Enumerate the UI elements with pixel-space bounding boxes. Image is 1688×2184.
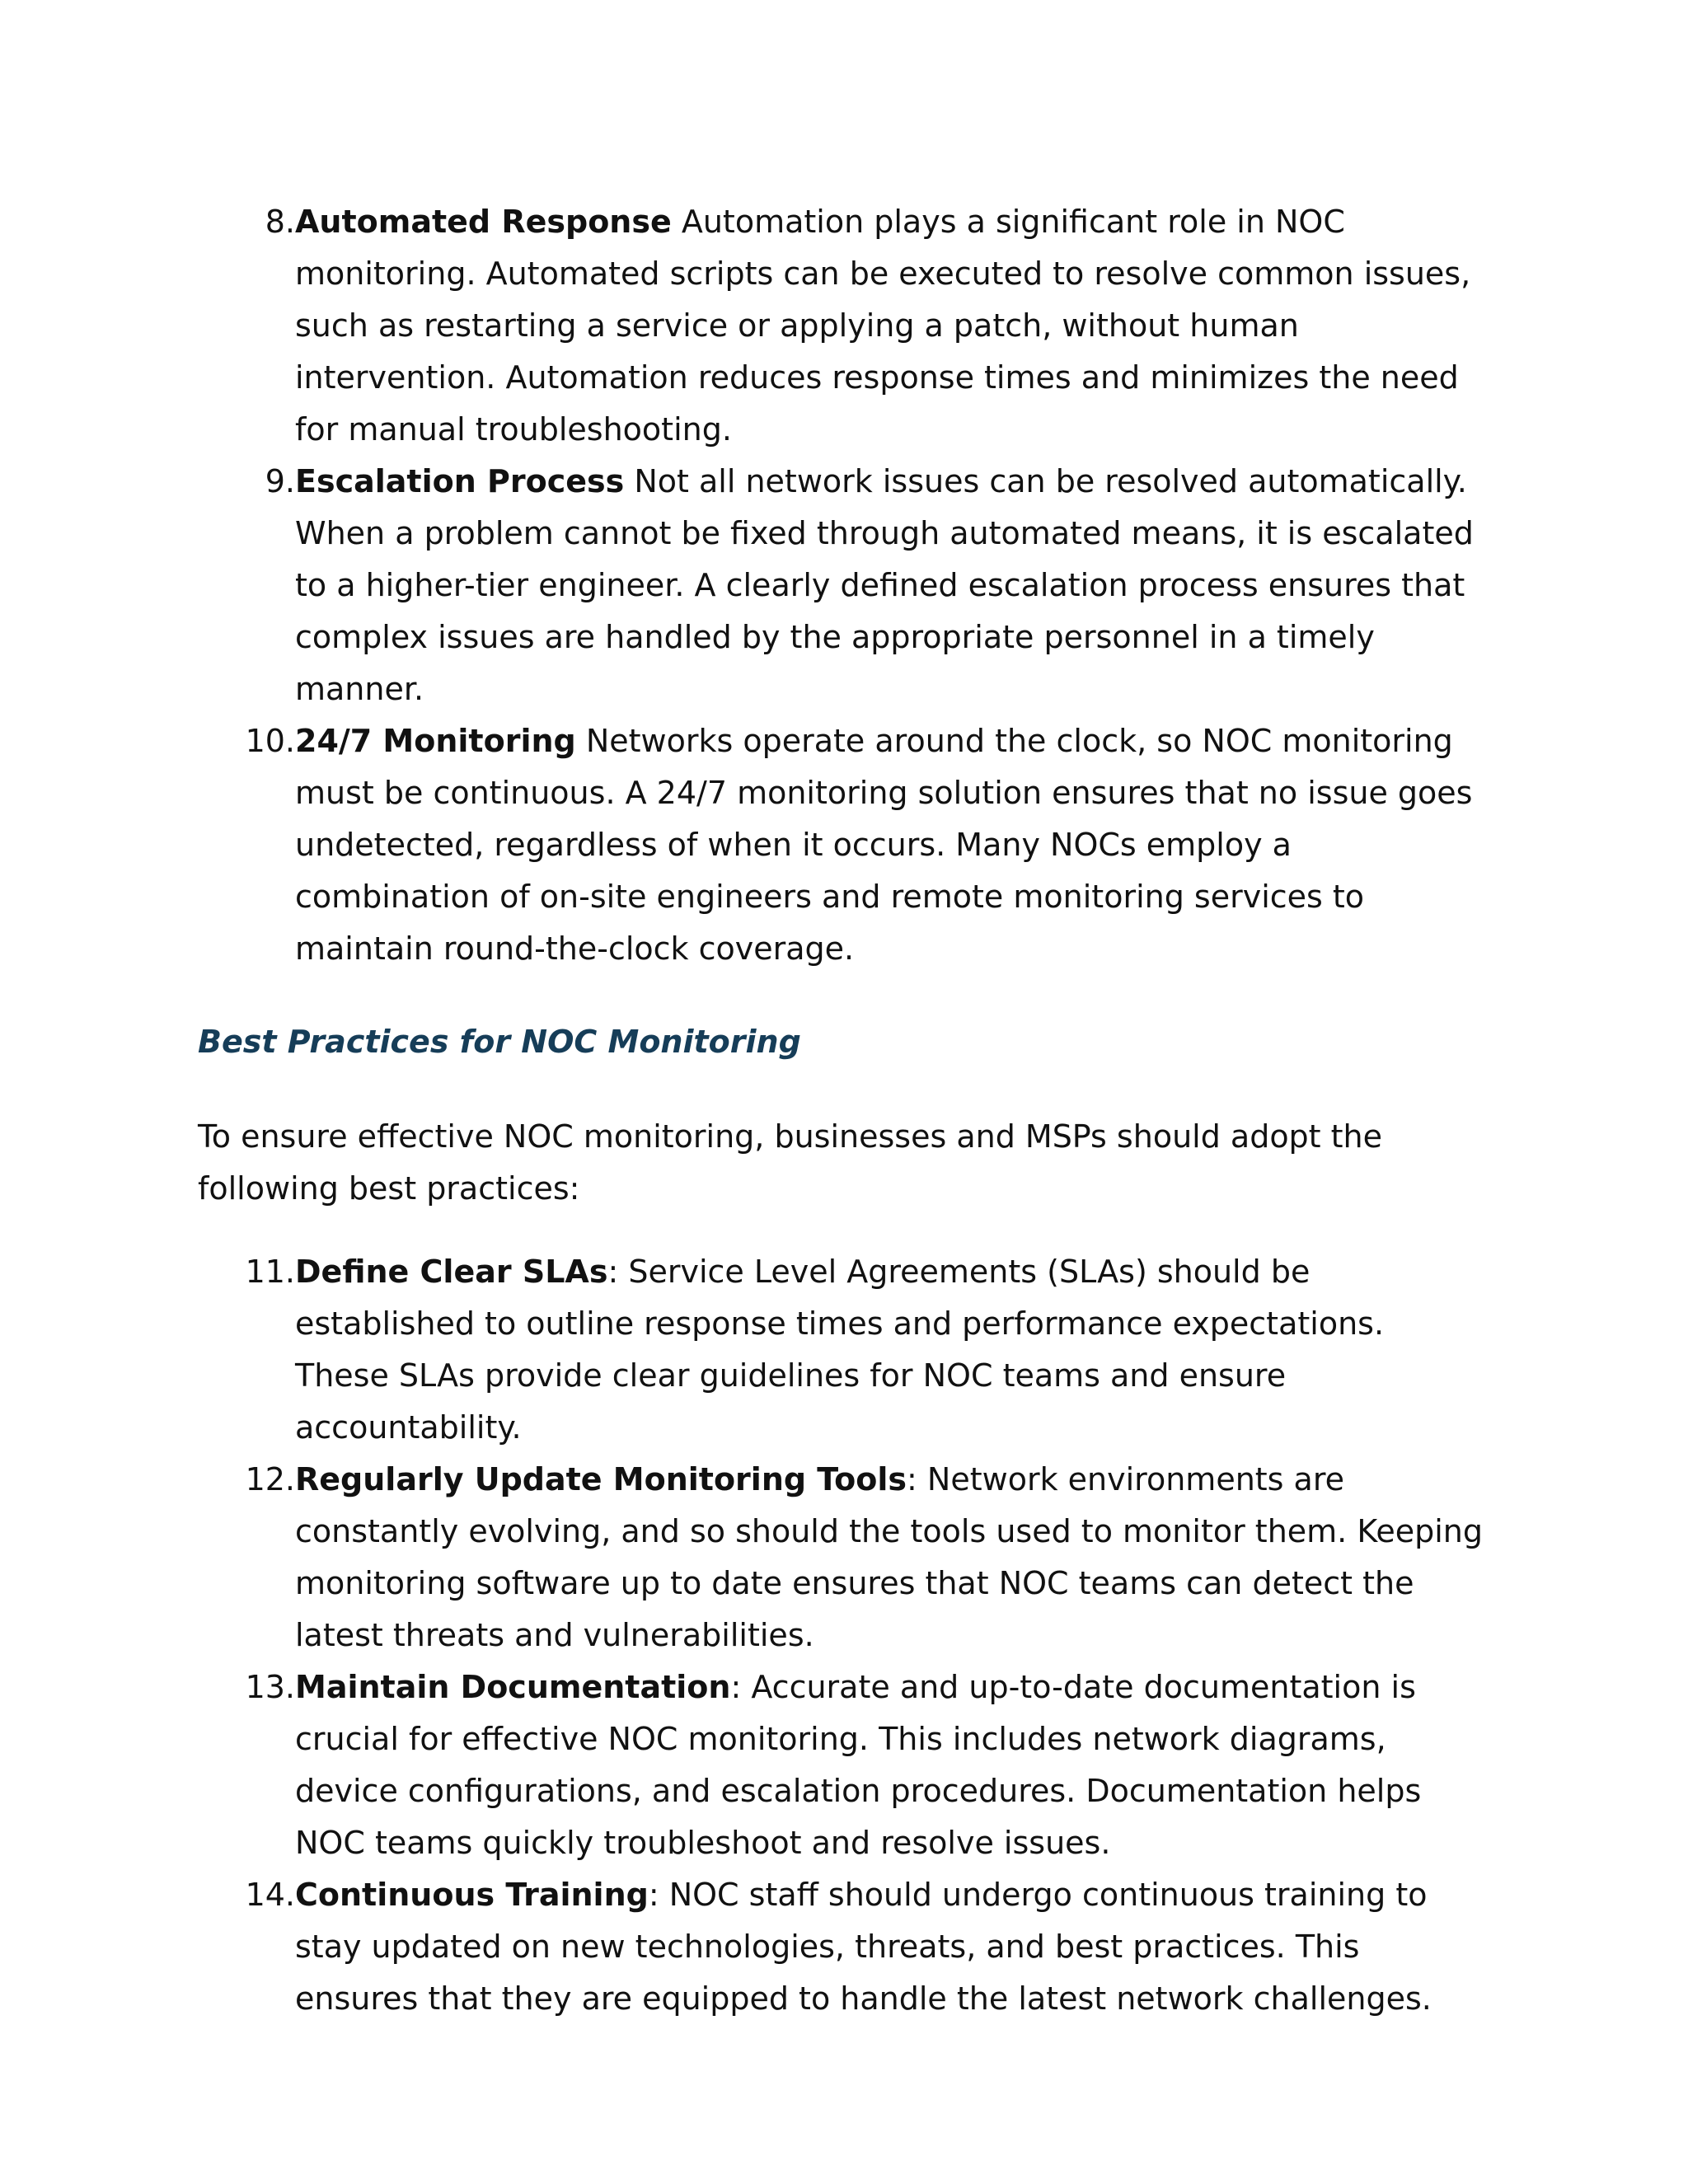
list-item (198, 196, 1484, 456)
list-item-body: : Service Level Agreements (SLAs) should be established to outline response times and performance expectations. These SLAs provide clear guidelines for NOC teams and ensure accountability. (295, 1254, 1385, 1446)
list-item-body: : Network environments are constantly evolving, and so should the tools used to monitor them. Keeping monitoring software up to date ensures that NOC teams can detect the latest threats and vulnerabilities. (295, 1461, 1483, 1653)
list-item-text (295, 1869, 1484, 2025)
list-item (198, 1869, 1484, 2025)
list-item-title: Continuous Training (295, 1877, 649, 1913)
document-content (198, 196, 1484, 2025)
list-number: 8. (265, 204, 295, 240)
list-item-title: Define Clear SLAs (295, 1254, 608, 1290)
list-item-text (295, 456, 1484, 715)
list-item-text (295, 1246, 1484, 1454)
list-item-title: Maintain Documentation (295, 1669, 731, 1705)
list-number: 11. (245, 1254, 295, 1290)
list-item-title: 24/7 Monitoring (295, 723, 576, 759)
list-item-text (295, 196, 1484, 456)
list-item-body: Networks operate around the clock, so NOC monitoring must be continuous. A 24/7 monitoring solution ensures that no issue goes undetected, regardless of when it occurs. Many NOCs employ a combination of on-site engineers and remote monitoring services to maintain round-the-clock coverage. (295, 723, 1473, 967)
list-number: 9. (265, 463, 295, 499)
list-number: 10. (245, 723, 295, 759)
list-item (198, 1246, 1484, 1454)
list-item (198, 1661, 1484, 1869)
numbered-list-best-practices (198, 1246, 1484, 2025)
intro-paragraph: To ensure effective NOC monitoring, businesses and MSPs should adopt the following best practices: (198, 1118, 1383, 1207)
list-item-body: : Accurate and up-to-date documentation is crucial for effective NOC monitoring. This includes network diagrams, device configurations, and escalation procedures. Documentation helps NOC teams quickly troubleshoot and resolve issues. (295, 1669, 1422, 1861)
list-item-text (295, 1661, 1484, 1869)
list-item-title: Escalation Process (295, 463, 625, 499)
list-number: 14. (245, 1877, 295, 1913)
numbered-list-first (198, 196, 1484, 975)
list-item-text (295, 715, 1484, 975)
list-item (198, 715, 1484, 975)
list-item-body: Automation plays a significant role in NOC monitoring. Automated scripts can be executed to resolve common issues, such as restarting a service or applying a patch, without human intervention. Automation reduces response times and minimizes the need for manual troubleshooting. (295, 204, 1471, 448)
list-item (198, 456, 1484, 715)
list-item-title: Regularly Update Monitoring Tools (295, 1461, 907, 1497)
list-item (198, 1454, 1484, 1661)
list-item-body: Not all network issues can be resolved automatically. When a problem cannot be fixed through automated means, it is escalated to a higher-tier engineer. A clearly defined escalation process ensures that complex issues are handled by the appropriate personnel in a timely manner. (295, 463, 1474, 707)
list-item-body: : NOC staff should undergo continuous training to stay updated on new technologies, threats, and best practices. This ensures that they are equipped to handle the latest network challenges. (295, 1877, 1432, 2017)
list-item-text (295, 1454, 1484, 1661)
section-heading: Best Practices for NOC Monitoring (198, 1024, 801, 1060)
list-item-title: Automated Response (295, 204, 672, 240)
list-number: 12. (245, 1461, 295, 1497)
list-number: 13. (245, 1669, 295, 1705)
